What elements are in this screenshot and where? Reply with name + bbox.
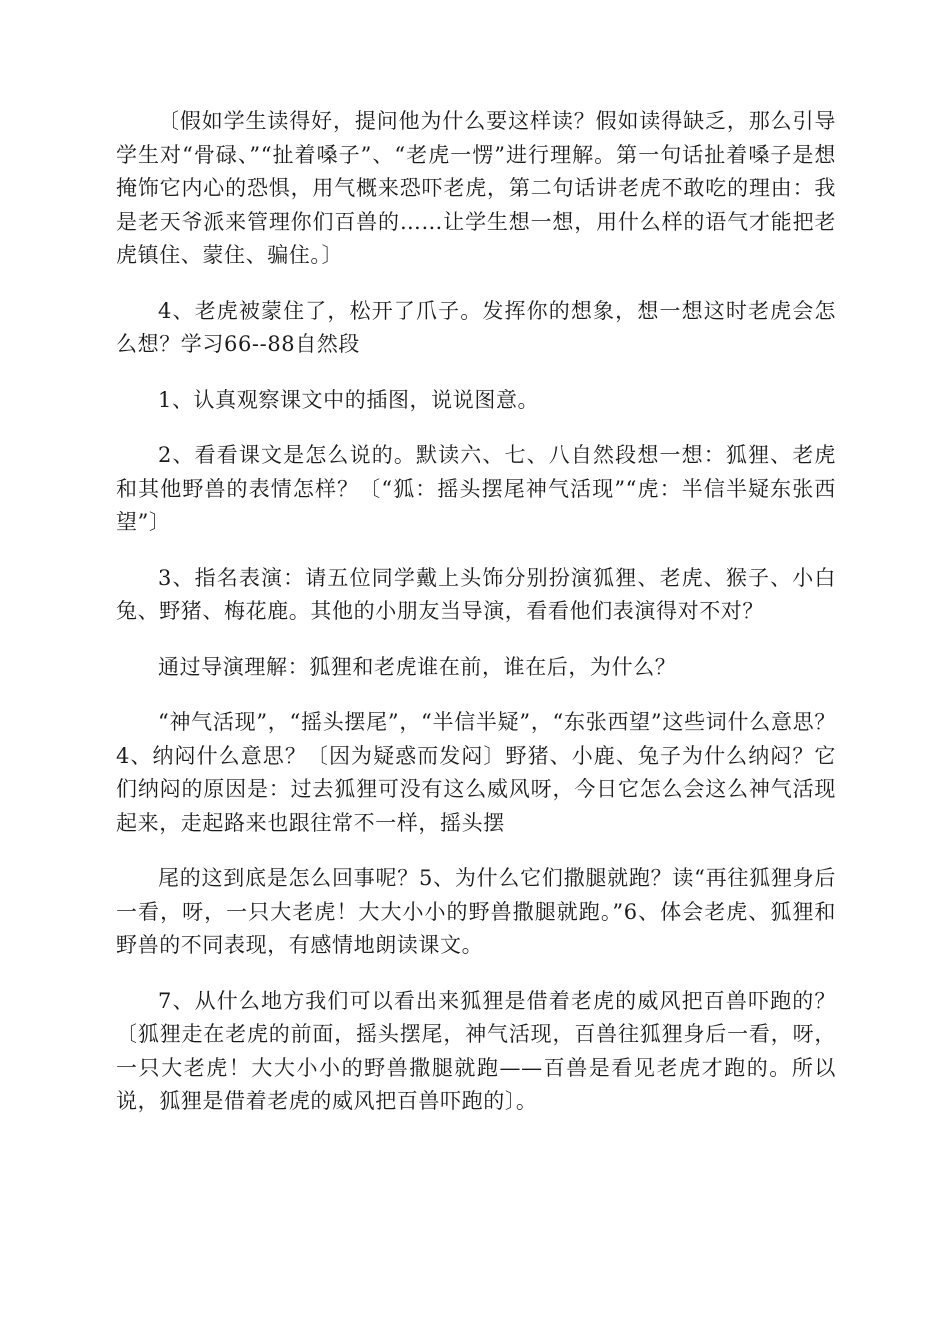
paragraph-8: 尾的这到底是怎么回事呢？5、为什么它们撒腿就跑？读“再往狐狸身后一看，呀，一只大老虎！大大小小的野兽撒腿就跑。”6、体会老虎、狐狸和野兽的不同表现，有感情地朗读课文。	[116, 866, 836, 957]
paragraph-7: “神气活现”，“摇头摆尾”，“半信半疑”，“东张西望”这些词什么意思？4、纳闷什么意思？〔因为疑惑而发闷〕野猪、小鹿、兔子为什么纳闷？它们纳闷的原因是：过去狐狸可没有这么威风呀，今日它怎么会这么神气活现起来，走起路来也跟往常不一样，摇头摆	[116, 710, 836, 835]
paragraph-2: 4、老虎被蒙住了，松开了爪子。发挥你的想象，想一想这时老虎会怎么想？学习66--88自然段	[116, 298, 836, 356]
paragraph-5: 3、指名表演：请五位同学戴上头饰分别扮演狐狸、老虎、猴子、小白兔、野猪、梅花鹿。其他的小朋友当导演，看看他们表演得对不对？	[116, 565, 836, 623]
paragraph-1: 〔假如学生读得好，提问他为什么要这样读？假如读得缺乏，那么引导学生对“骨碌、”“扯着嗓子”、“老虎一愣”进行理解。第一句话扯着嗓子是想掩饰它内心的恐惧，用气概来恐吓老虎，第二句话讲老虎不敢吃的理由：我是老天爷派来管理你们百兽的……让学生想一想，用什么样的语气才能把老虎镇住、蒙住、骗住。〕	[116, 109, 836, 267]
paragraph-4: 2、看看课文是怎么说的。默读六、七、八自然段想一想：狐狸、老虎和其他野兽的表情怎样？〔“狐：摇头摆尾神气活现”“虎：半信半疑东张西望”〕	[116, 443, 836, 534]
paragraph-3: 1、认真观察课文中的插图，说说图意。	[158, 387, 540, 412]
paragraph-6: 通过导演理解：狐狸和老虎谁在前，谁在后，为什么？	[158, 654, 677, 679]
paragraph-9: 7、从什么地方我们可以看出来狐狸是借着老虎的威风把百兽吓跑的？〔狐狸走在老虎的前面，摇头摆尾，神气活现，百兽往狐狸身后一看，呀，一只大老虎！大大小小的野兽撒腿就跑——百兽是看见老虎才跑的。所以说，狐狸是借着老虎的威风把百兽吓跑的〕。	[116, 988, 836, 1113]
document-body	[116, 105, 836, 1141]
